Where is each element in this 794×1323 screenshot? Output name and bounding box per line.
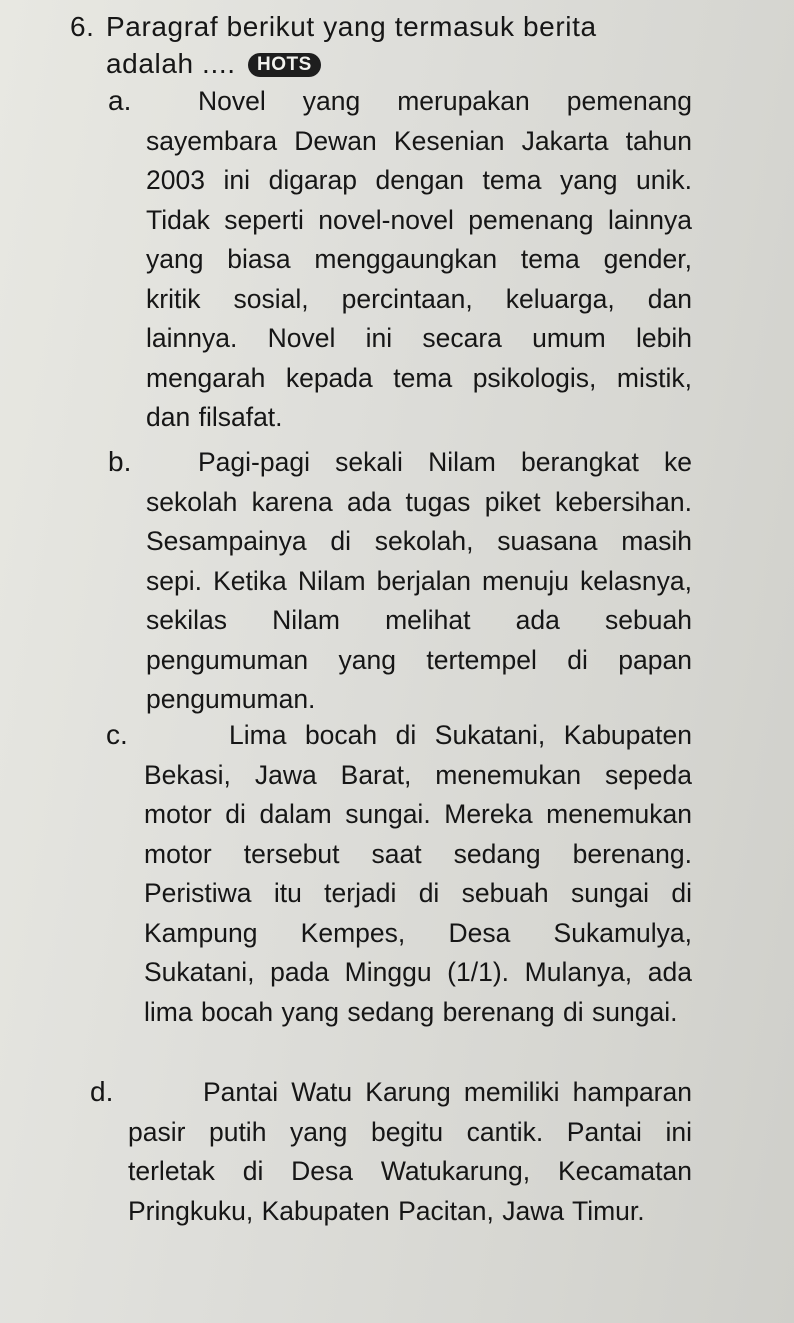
question-stem xyxy=(70,8,770,82)
option-c[interactable] xyxy=(108,716,692,1032)
option-text: Pantai Watu Karung memiliki hamparan pasir putih yang begitu cantik. Pantai ini terletak di Desa Watukarung, Kecamatan Pringkuku, Kabupaten Pacitan, Jawa Timur. xyxy=(128,1077,692,1226)
question-text-line-2: adalah .... xyxy=(106,48,236,79)
option-a[interactable] xyxy=(108,82,692,438)
question-line-2 xyxy=(70,45,770,82)
question-line-1 xyxy=(70,8,770,45)
option-d[interactable] xyxy=(90,1073,692,1231)
question-text-line-1: Paragraf berikut yang termasuk berita xyxy=(106,11,597,42)
option-text: Pagi-pagi sekali Nilam berangkat ke sekolah karena ada tugas piket kebersihan. Sesampainya di sekolah, suasana masih sepi. Ketika Nilam berjalan menuju kelasnya, sekilas Nilam melihat ada sebuah pengumuman yang tertempel di papan pengumuman. xyxy=(146,447,692,714)
question-number: 6. xyxy=(70,11,95,42)
option-text: Novel yang merupakan pemenang sayembara Dewan Kesenian Jakarta tahun 2003 ini digarap dengan tema yang unik. Tidak seperti novel-novel pemenang lainnya yang biasa menggaungkan tema gender, kritik sosial, percintaan, keluarga, dan lainnya. Novel ini secara umum lebih mengarah kepada tema psikologis, mistik, dan filsafat. xyxy=(146,86,692,432)
option-letter: d. xyxy=(90,1076,114,1107)
hots-badge: HOTS xyxy=(248,53,321,77)
option-text: Lima bocah di Sukatani, Kabupaten Bekasi, Jawa Barat, menemukan sepeda motor di dalam sungai. Mereka menemukan motor tersebut saat sedang berenang. Peristiwa itu terjadi di sebuah sungai di Kampung Kempes, Desa Sukamulya, Sukatani, pada Minggu (1/1). Mulanya, ada lima bocah yang sedang berenang di sungai. xyxy=(144,720,692,1027)
option-letter: a. xyxy=(108,85,132,116)
option-b[interactable] xyxy=(108,443,692,720)
option-letter: b. xyxy=(108,446,132,477)
option-letter: c. xyxy=(106,719,128,750)
